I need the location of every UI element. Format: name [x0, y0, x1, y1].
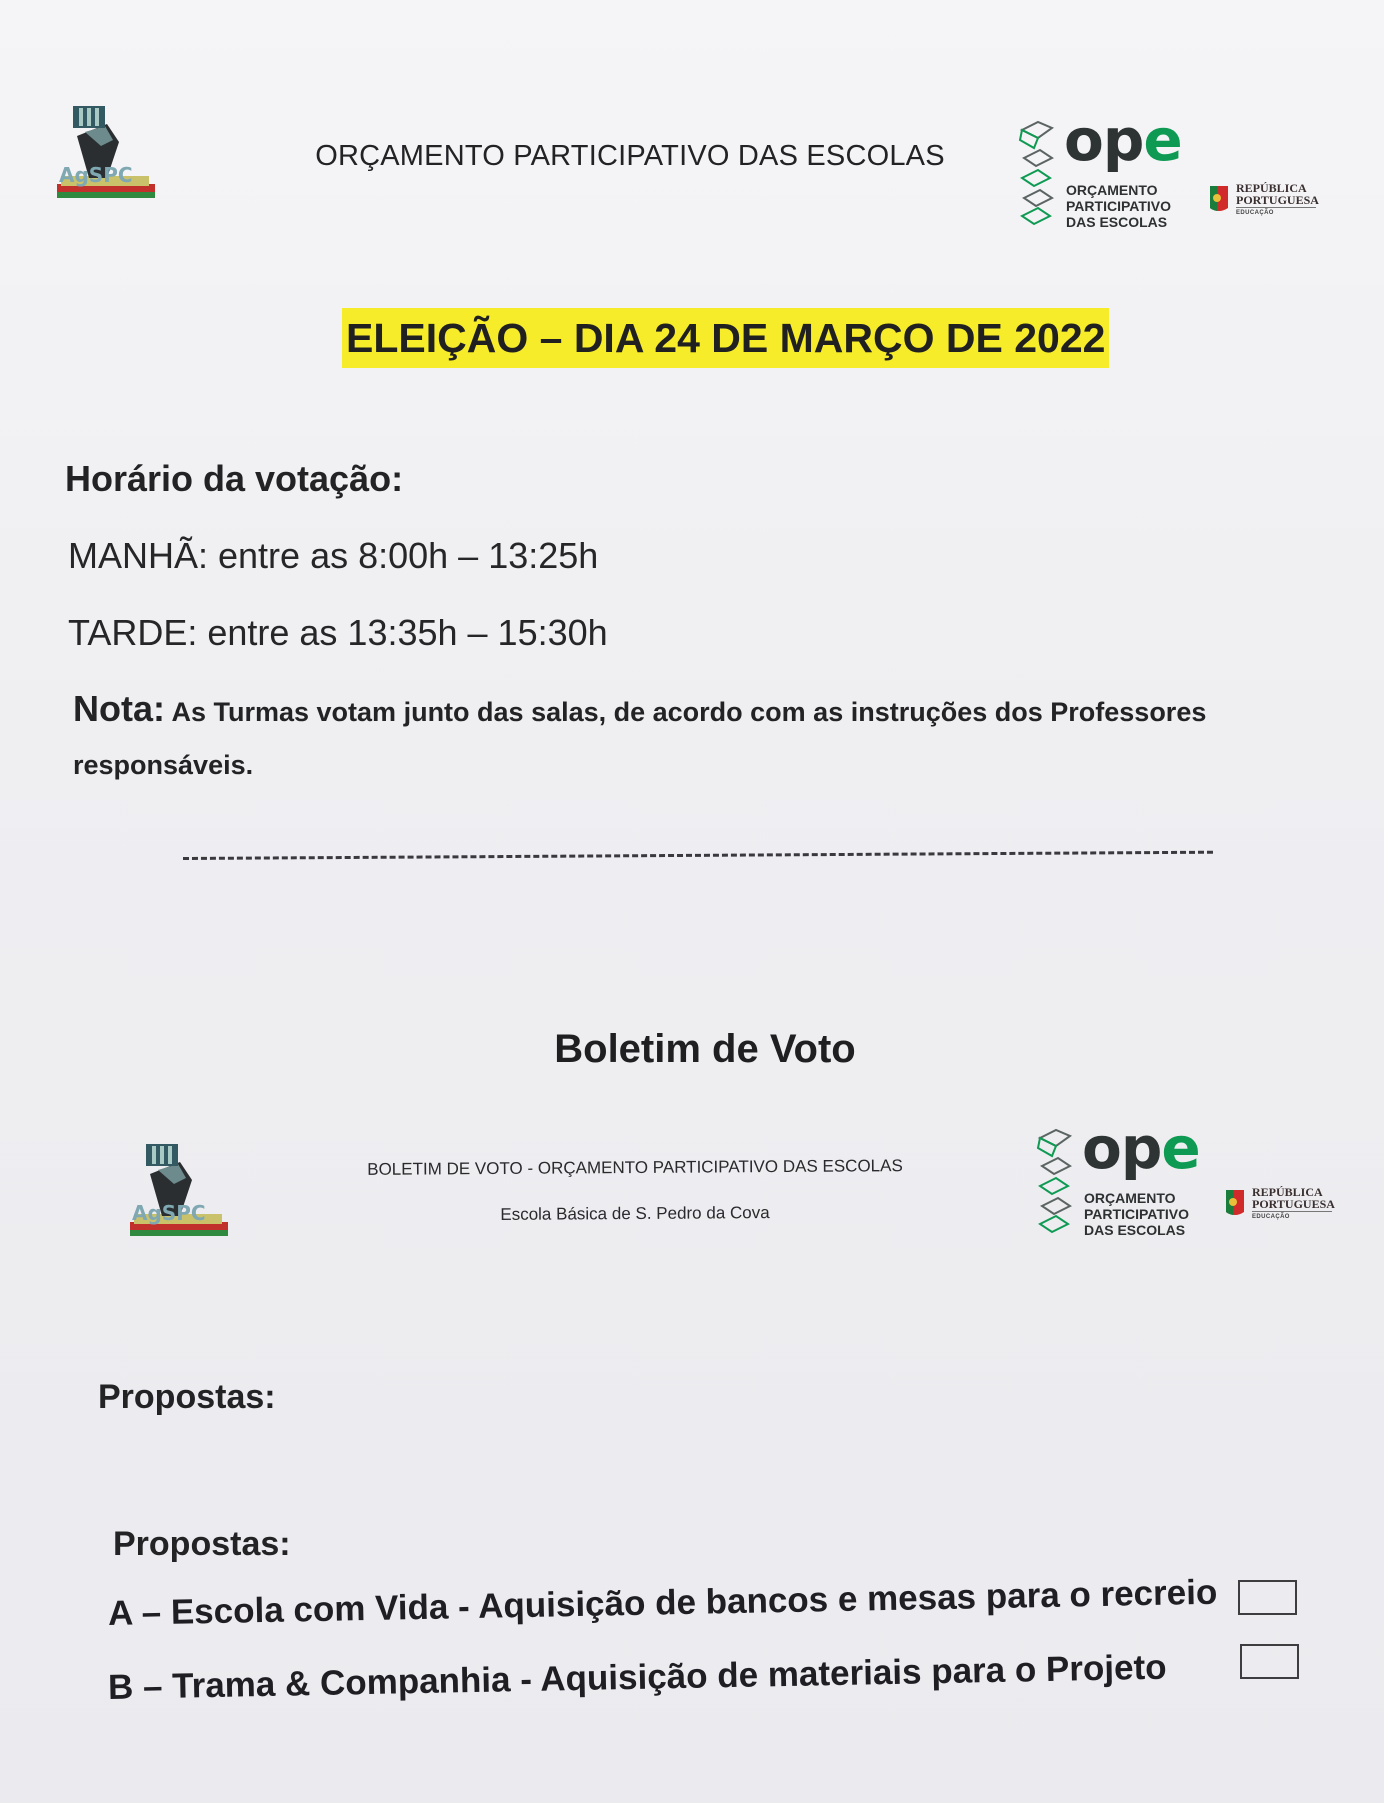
republica-subtext: EDUCAÇÃO [1236, 210, 1274, 216]
schedule-morning: MANHÃ: entre as 8:00h – 13:25h [68, 535, 599, 576]
ballot-ope-wordmark: ope [1082, 1114, 1200, 1182]
ballot-school-logo [128, 1140, 232, 1244]
proposal-a-label: A – Escola com Vida - Aquisição de bancos e mesas para o recreio [107, 1572, 1218, 1633]
proposal-a-checkbox[interactable] [1238, 1580, 1297, 1615]
ballot-republica-subtext: EDUCAÇÃO [1252, 1214, 1290, 1220]
cut-line-separator [183, 851, 1213, 860]
ope-subtitle: ORÇAMENTO PARTICIPATIVO DAS ESCOLAS [1066, 182, 1171, 230]
republica-portuguesa-logo [1208, 180, 1320, 224]
ballot-republica-logo [1224, 1184, 1336, 1228]
proposals-heading-second: Propostas: [113, 1525, 291, 1563]
ballot-ope-logo [1036, 1114, 1216, 1248]
proposal-b-checkbox[interactable] [1240, 1644, 1299, 1679]
ballot-title: Boletim de Voto [554, 1027, 856, 1071]
ballot-republica-flag-icon [1224, 1188, 1246, 1218]
ballot-ope-subtitle: ORÇAMENTO PARTICIPATIVO DAS ESCOLAS [1084, 1190, 1189, 1238]
school-logo [55, 102, 159, 206]
proposals-heading-first: Propostas: [98, 1378, 276, 1416]
ope-wordmark: ope [1064, 106, 1182, 174]
republica-flag-icon [1208, 184, 1230, 214]
republica-divider [1236, 207, 1316, 208]
republica-text: REPÚBLICA PORTUGUESA [1236, 181, 1319, 207]
ballot-republica-divider [1252, 1211, 1332, 1212]
election-date-banner: ELEIÇÃO – DIA 24 DE MARÇO DE 2022 [342, 308, 1109, 368]
note-paragraph [73, 682, 1303, 792]
header-title: ORÇAMENTO PARTICIPATIVO DAS ESCOLAS [315, 140, 945, 172]
ope-logo [1018, 106, 1198, 240]
schedule-heading: Horário da votação: [65, 458, 404, 499]
school-logo-lettering: AgSPC [59, 163, 133, 187]
ope-cube-icon [1018, 120, 1058, 230]
ballot-ope-cube-icon [1036, 1128, 1076, 1238]
ballot-subtitle: BOLETIM DE VOTO - ORÇAMENTO PARTICIPATIVO DAS ESCOLAS [367, 1156, 903, 1179]
note-text: As Turmas votam junto das salas, de acordo com as instruções dos Professores responsáveis. [73, 697, 1207, 780]
ballot-republica-text: REPÚBLICA PORTUGUESA [1252, 1185, 1335, 1211]
proposal-b-label: B – Trama & Companhia - Aquisição de materiais para o Projeto [107, 1647, 1167, 1707]
note-label: Nota: [73, 688, 165, 729]
ballot-school-name: Escola Básica de S. Pedro da Cova [500, 1203, 770, 1224]
schedule-afternoon: TARDE: entre as 13:35h – 15:30h [68, 612, 608, 653]
ballot-school-logo-lettering: AgSPC [132, 1201, 206, 1225]
